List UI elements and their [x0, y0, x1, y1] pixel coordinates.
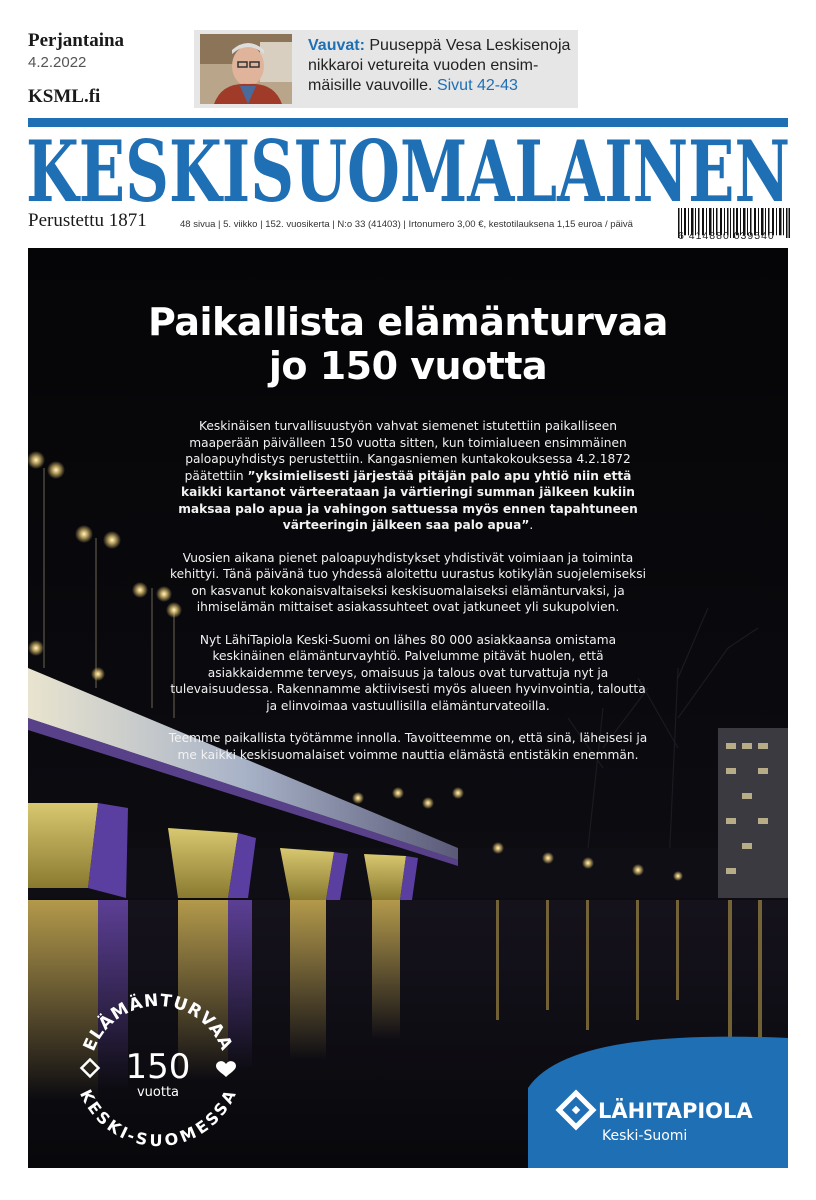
- weekday: Perjantaina: [28, 30, 125, 51]
- paragraph-4: Teemme paikallista työtämme innolla. Tavoitteemme on, että sinä, läheisesi ja me kaikki keskisuomalaiset voimme nauttia elämästä entistäkin enemmän.: [168, 731, 648, 762]
- paragraph-2: Vuosien aikana pienet paloapuyhdistykset yhdistivät voimiaan ja toiminta kehittyi. Tänä päivänä tuo yhdessä aloitettu uurastus kotikylän suojelemiseksi on kasvanut kokonaisvaltaiseksi keskisuomalaiseksi elämänturvaksi, ja ihmiselämän mittaiset asiakassuhteet ovat jatkuneet yli sukupolvien.: [170, 550, 646, 614]
- teaser-box[interactable]: [194, 30, 578, 108]
- website-link[interactable]: KSML.fi: [28, 86, 101, 107]
- headline-line-2: jo 150 vuotta: [268, 344, 548, 388]
- paragraph-1: [168, 418, 648, 534]
- barcode-number: 6 414880 039540: [678, 230, 775, 242]
- heart-icon: [216, 1061, 236, 1077]
- ad-headline: [88, 300, 728, 388]
- teaser-pages[interactable]: Sivut 42-43: [436, 77, 518, 94]
- paragraph-1-quote: ”yksimielisesti järjestää pitäjän palo apu yhtiö niin että kaikki kartanot värteerataan ja värtieringi summan jälkeen kukiin maksaa palo apua ja vahingon sattuessa myös ennen tapahtuneen värteeringin jälkeen saa palo apua”: [178, 468, 638, 532]
- teaser-kicker: Vauvat:: [308, 37, 365, 54]
- seal-number: 150: [125, 1047, 191, 1087]
- teaser-photo: [200, 34, 292, 104]
- masthead: [26, 135, 790, 207]
- issue-date: 4.2.2022: [28, 54, 87, 71]
- paragraph-1-intro: Keskinäisen turvallisuustyön vahvat siemenet istutettiin paikalliseen maaperään päivälleen 150 vuotta sitten, kun toimialueen ensimmäinen paloapuyhdistys perustettiin. Kangasniemen kuntakokouksessa 4.2.1872 päätettiin: [184, 419, 631, 483]
- seal-bottom-text: KESKI-SUOMESSA: [76, 1086, 240, 1151]
- headline-line-1: Paikallista elämänturvaa: [148, 300, 668, 344]
- issue-info: 48 sivua | 5. viikko | 152. vuosikerta | N:o 33 (41403) | Irtonumero 3,00 €, kestotilauksena 1,15 euroa / päivä: [180, 219, 633, 230]
- header-rule: [28, 118, 788, 127]
- teaser-body: Puuseppä Vesa Leskisenoja nikkaroi vetureita vuoden ensim-mäisille vauvoille.: [308, 37, 571, 94]
- paragraph-3: Nyt LähiTapiola Keski-Suomi on lähes 80 000 asiakkaansa omistama keskinäinen elämänturvayhtiö. Palvelumme pitävät huolen, että asiakkaidemme terveys, omaisuus ja talous ovat turvattuja nyt ja tulevaisuudessa. Rakennamme aktiivisesti myös alueen hyvinvointia, taloutta ja elinvoimaa vastuullisilla elämänturvateoilla.: [170, 632, 646, 713]
- anniversary-seal: [68, 978, 248, 1158]
- lahitapiola-logo-block[interactable]: [528, 1028, 788, 1168]
- founded-year: Perustettu 1871: [28, 210, 147, 231]
- ad-body-text: [168, 418, 648, 779]
- teaser-text: [308, 36, 572, 96]
- seal-logo-icon: [82, 1060, 99, 1077]
- paragraph-1-end: .: [529, 518, 534, 532]
- svg-text:ELÄMÄNTURVAA: [80, 991, 237, 1054]
- lahitapiola-advertisement[interactable]: [28, 248, 788, 1168]
- brand-name: LÄHITAPIOLA: [598, 1099, 753, 1123]
- masthead-title: KESKISUOMALAINEN: [26, 135, 790, 207]
- brand-region: Keski-Suomi: [602, 1128, 688, 1144]
- seal-unit: vuotta: [136, 1085, 180, 1100]
- seal-top-text: ELÄMÄNTURVAA: [79, 990, 237, 1055]
- newspaper-header: [0, 0, 816, 248]
